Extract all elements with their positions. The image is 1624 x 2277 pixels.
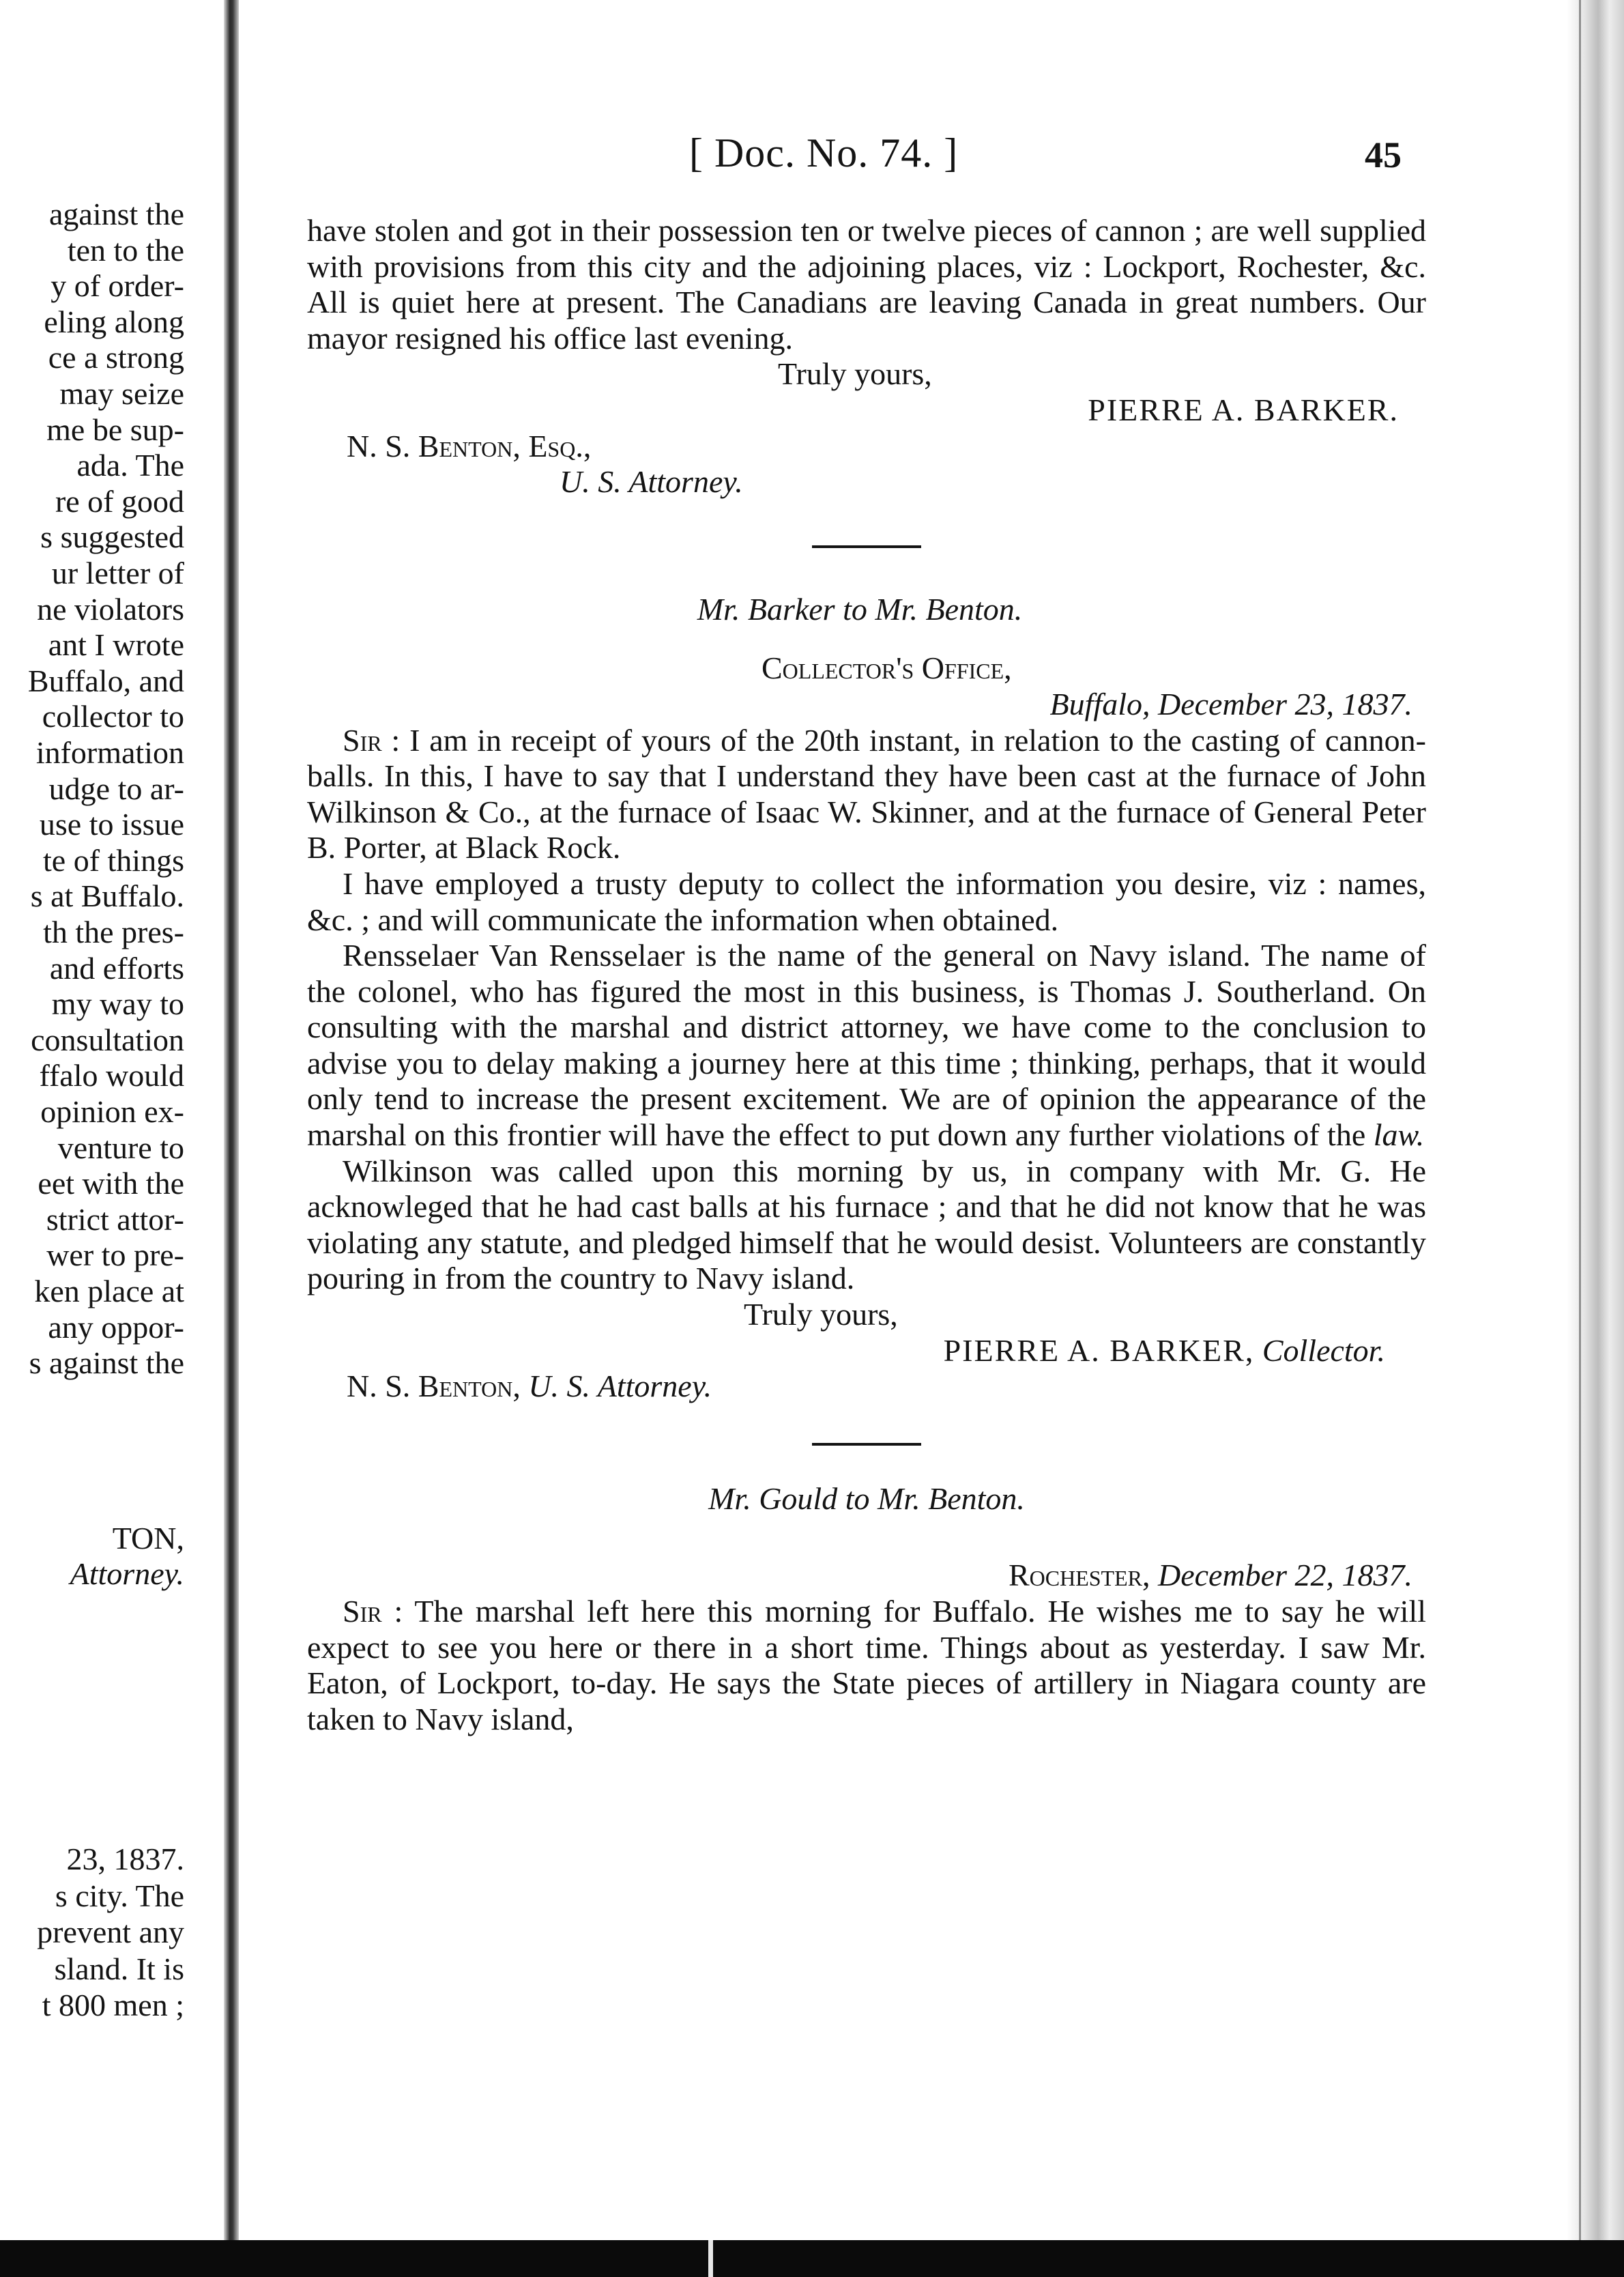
facing-page-line: sland. It is bbox=[54, 1951, 184, 1986]
facing-page-line: eet with the bbox=[38, 1166, 184, 1201]
facing-page-line: collector to bbox=[42, 699, 184, 734]
facing-page-line: prevent any bbox=[37, 1915, 184, 1949]
facing-page-line: y of order- bbox=[50, 268, 184, 304]
facing-page-line: ur letter of bbox=[51, 556, 184, 590]
facing-page-line: wer to pre- bbox=[46, 1237, 184, 1273]
facing-page-line: te of things bbox=[43, 842, 184, 878]
page-number: 45 bbox=[1365, 134, 1402, 175]
letter2-office: Collector's Office, bbox=[762, 650, 1012, 686]
facing-page-line: ten to the bbox=[67, 232, 184, 268]
facing-page-fragment bbox=[0, 197, 205, 2176]
facing-page-line: against the bbox=[49, 197, 184, 231]
addressee-name: N. S. Benton, Esq., bbox=[347, 428, 592, 463]
facing-page-line: udge to ar- bbox=[48, 771, 184, 806]
facing-page-line: me be sup- bbox=[46, 412, 184, 447]
facing-page-line: s against the bbox=[29, 1345, 184, 1381]
facing-page-line: ken place at bbox=[34, 1274, 184, 1308]
facing-page-line: opinion ex- bbox=[40, 1094, 184, 1129]
facing-page-line: s at Buffalo. bbox=[30, 878, 184, 914]
letter2-para-2: I have employed a trusty deputy to collect the information you desire, viz : names, &c. ; and will communicate the information when obtained. bbox=[307, 865, 1426, 937]
facing-page-line: ffalo would bbox=[39, 1058, 184, 1093]
facing-page-line: may seize bbox=[59, 376, 184, 411]
page-edge-line bbox=[1579, 0, 1581, 2240]
facing-page-line: ce a strong bbox=[48, 340, 184, 375]
facing-page-line: consultation bbox=[31, 1022, 184, 1057]
page-body bbox=[307, 213, 1426, 1737]
facing-page-line: ne violators bbox=[37, 591, 184, 627]
letter2-para-4: Wilkinson was called upon this morning by us, in company with Mr. G. He acknowleged that he had cast balls at his furnace ; and that he did not know that he was violating any statute, and pledged himself that he would desist. Volunteers are constantly pouring in from the country to Navy island. bbox=[307, 1153, 1426, 1296]
letter2-salutation: Sir : bbox=[343, 722, 401, 758]
facing-page-line: Buffalo, and bbox=[27, 663, 184, 698]
letter1-addressee-title: U. S. Attorney. bbox=[560, 464, 743, 500]
letter2-addressee: N. S. Benton, U. S. Attorney. bbox=[347, 1369, 712, 1404]
letter1-signature: PIERRE A. BARKER. bbox=[1088, 392, 1399, 427]
law-word: law. bbox=[1373, 1117, 1425, 1153]
letter2-closing: Truly yours, bbox=[744, 1297, 898, 1332]
letter2-para-1: Sir : I am in receipt of yours of the 20th instant, in relation to the casting of cannon-balls. In this, I have to say that I understand they have been cast at the furnace of John Wilkinson & Co., at the furnace of Isaac W. Skinner, and at the furnace of General Peter B. Porter, at Black Rock. bbox=[307, 722, 1426, 865]
facing-page-line: s suggested bbox=[40, 519, 184, 555]
running-head: [ Doc. No. 74. ] bbox=[689, 130, 959, 175]
letter2-heading: Mr. Barker to Mr. Benton. bbox=[697, 591, 1023, 627]
scan-bottom-edge bbox=[0, 2240, 1624, 2277]
facing-page-line: eling along bbox=[44, 304, 184, 339]
letter3-place-date: Rochester, December 22, 1837. bbox=[1008, 1558, 1412, 1593]
letter1-closing: Truly yours, bbox=[778, 356, 932, 392]
scan-speck bbox=[708, 2240, 713, 2277]
letter1-body: have stolen and got in their possession ten or twelve pieces of cannon ; are well supplied with provisions from this city and the adjoining places, viz : Lockport, Rochester, &c. All is quiet here at present. The Canadians are leaving Canada in great numbers. Our mayor resigned his office last evening. bbox=[307, 213, 1426, 356]
facing-page-line: TON, bbox=[112, 1521, 184, 1556]
facing-page-line: use to issue bbox=[39, 807, 184, 842]
facing-page-line: strict attor- bbox=[46, 1201, 184, 1237]
book-gutter bbox=[224, 0, 239, 2240]
facing-page-line: venture to bbox=[57, 1130, 184, 1165]
letter1-addressee bbox=[347, 429, 1426, 465]
facing-page-line: information bbox=[35, 735, 184, 770]
facing-page-line: th the pres- bbox=[43, 915, 184, 949]
letter2-place-date: Buffalo, December 23, 1837. bbox=[1049, 686, 1412, 721]
facing-page-line: t 800 men ; bbox=[42, 1988, 184, 2022]
facing-page-line: and efforts bbox=[49, 950, 184, 986]
facing-page-line: s city. The bbox=[55, 1878, 184, 1913]
facing-page-line: ant I wrote bbox=[48, 627, 184, 663]
facing-page-line: 23, 1837. bbox=[66, 1842, 184, 1876]
letter3-heading: Mr. Gould to Mr. Benton. bbox=[708, 1480, 1025, 1516]
letter2-para-3: Rensselaer Van Rensselaer is the name of the general on Navy island. The name of the colonel, who has figured the most in this business, is Thomas J. Southerland. On consulting with the marshal and district attorney, we have come to the conclusion to advise you to delay making a journey here at this time ; thinking, perhaps, that it would only tend to increase the present excitement. We are of opinion the appearance of the marshal on this frontier will have the effect to put down any further violations of the law. bbox=[307, 938, 1426, 1153]
facing-page-line: any oppor- bbox=[48, 1309, 184, 1345]
facing-page-line: my way to bbox=[51, 986, 184, 1022]
page-edge bbox=[1567, 0, 1624, 2240]
letter3-para-1: Sir : The marshal left here this morning for Buffalo. He wishes me to say he will expect to see you here or there in a short time. Things about as yesterday. I saw Mr. Eaton, of Lockport, to-day. He says the State pieces of artillery in Niagara county are taken to Navy island, bbox=[307, 1594, 1427, 1736]
facing-page-line: ada. The bbox=[76, 448, 184, 483]
letter2-signature: PIERRE A. BARKER, Collector. bbox=[943, 1332, 1385, 1368]
facing-page-line: Attorney. bbox=[70, 1556, 184, 1591]
facing-page-line: re of good bbox=[55, 483, 184, 519]
